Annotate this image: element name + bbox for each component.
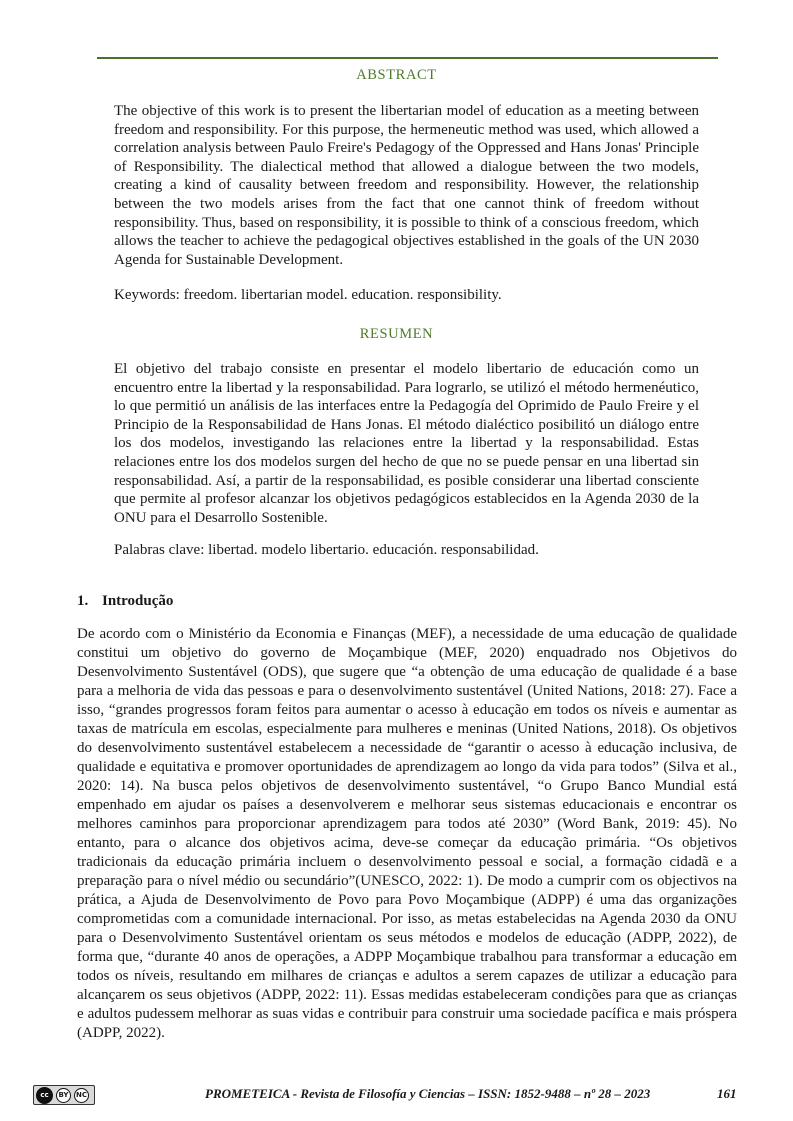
cc-license-badge[interactable]	[33, 1085, 95, 1105]
page-number: 161	[717, 1086, 737, 1101]
resumen-heading: RESUMEN	[359, 326, 434, 342]
top-rule	[97, 57, 718, 59]
journal-citation: PROMETEICA - Revista de Filosofía y Ciencias – ISSN: 1852-9488 – nº 28 – 2023	[205, 1086, 651, 1101]
nc-icon: NC	[74, 1088, 89, 1103]
abstract-keywords: Keywords: freedom. libertarian model. education. responsibility.	[114, 287, 502, 303]
section-number: 1.	[77, 593, 89, 609]
resumen-keywords: Palabras clave: libertad. modelo libertario. educación. responsabilidad.	[114, 542, 539, 558]
cc-icon: cc	[36, 1087, 53, 1104]
section-body-text: De acordo com o Ministério da Economia e Finanças (MEF), a necessidade de uma educação de qualidade constitui um objetivo do governo de Moçambique (MEF, 2020) enquadrado nos Objetivos do Desenvolvimento Sustentável (ODS), que sugere que “a obtenção de uma educação de qualidade é a base para a melhoria de vida das pessoas e para o desenvolvimento sustentável (United Nations, 2018: 27). Face a isso, “grandes progressos foram feitos para aumentar o acesso à educação em todos os níveis e aumentar as taxas de matrícula em escolas, especialmente para mulheres e meninas (United Nations, 2018). Os objetivos do desenvolvimento sustentável estabelecem a necessidade de “garantir o acesso à educação inclusiva, de qualidade e equitativa e promover oportunidades de aprendizagem ao longo da vida para todos” (Silva et al., 2020: 14). Na busca pelos objetivos de desenvolvimento sustentável, “o Grupo Banco Mundial está empenhado em ajudar os países a desenvolverem e melhorar seus sistemas educacionais e encontrar os melhores caminhos para proporcionar aprendizagem para todos até 2030” (Word Bank, 2019: 45). No entanto, para o alcance dos objetivos acima, deve-se começar da educação primária. “Os objetivos tradicionais da educação primária incluem o desenvolvimento pessoal e social, a formação cidadã e a preparação para o nível médio ou secundário”(UNESCO, 2022: 1). De modo a cumprir com os objectivos na prática, a Ajuda de Desenvolvimento de Povo para Povo Moçambique (ADPP) é uma das organizações comprometidas com a comunidade internacional. Por isso, as metas estabelecidas na Agenda 2030 da ONU para o Desenvolvimento Sustentável orientam os seus métodos e modelos de educação (ADPP, 2022), de forma que, “durante 40 anos de operações, a ADPP Moçambique trabalhou para transformar a educação em todos os níveis, resultando em milhares de crianças e adultos a serem capazes de utilizar a educação para alcançarem os seus objetivos (ADPP, 2022: 11). Essas medidas estabeleceram condições para que as crianças e adultos pudessem melhorar as suas vidas e contribuir para construir uma sociedade pacífica e mais próspera (ADPP, 2022).	[77, 626, 737, 1041]
abstract-text: The objective of this work is to present the libertarian model of education as a meeting between freedom and responsibility. For this purpose, the hermeneutic method was used, which allowed a correlation analysis between Paulo Freire's Pedagogy of the Oppressed and Hans Jonas' Principle of Responsibility. The dialectical method that allowed a dialogue between the two models, creating a kind of causality between freedom and responsibility. However, the relationship between the two models arises from the fact that one cannot think of freedom without responsibility. Thus, based on responsibility, it is possible to think of a conscious freedom, which allows the teacher to achieve the pedagogical objectives established in the goals of the UN 2030 Agenda for Sustainable Development.	[114, 103, 699, 268]
by-icon: BY	[56, 1088, 71, 1103]
page-footer	[0, 1081, 793, 1111]
resumen-text: El objetivo del trabajo consiste en presentar el modelo libertario de educación como un encuentro entre la libertad y la responsabilidad. Para lograrlo, se utilizó el método hermenéutico, lo que permitió un análisis de las interfaces entre la Pedagogía del Oprimido de Paulo Freire y el Principio de la Responsabilidad de Hans Jonas. El método dialéctico posibilitó un diálogo entre los dos modelos, investigando las relaciones entre la libertad y la responsabilidad. Estas relaciones entre los dos modelos surgen del hecho de que no se puede pensar en una libertad sin responsabilidad. Así, a partir de la responsabilidad, es posible considerar una libertad consciente que permite al profesor alcanzar los objetivos pedagógicos establecidos en la Agenda 2030 de la ONU para el Desarrollo Sostenible.	[114, 361, 699, 526]
section-heading	[77, 593, 173, 610]
section-title: Introdução	[102, 593, 174, 609]
abstract-heading: ABSTRACT	[356, 67, 437, 83]
